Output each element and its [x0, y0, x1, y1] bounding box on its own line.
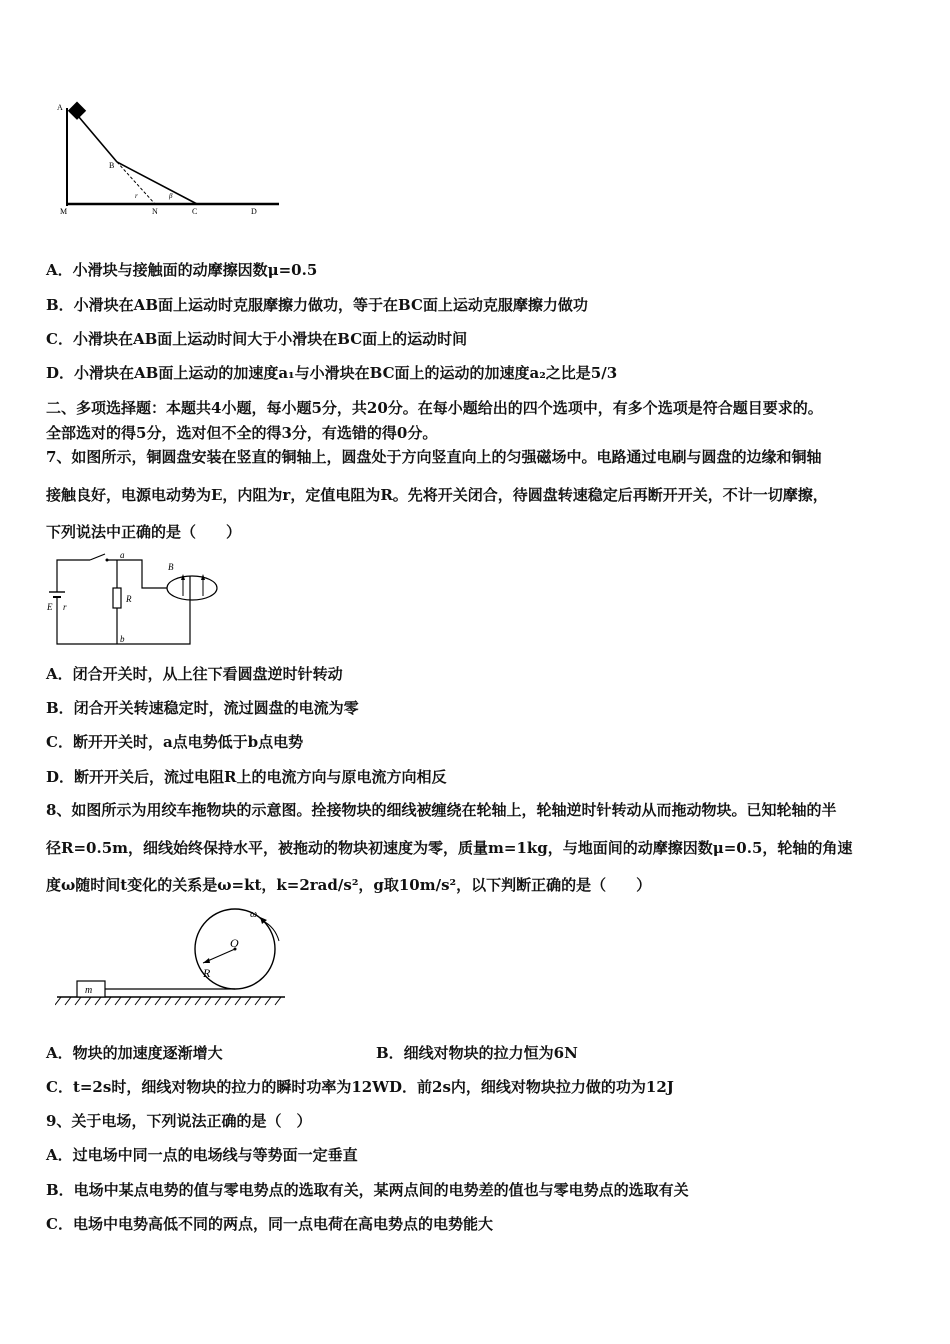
q6-option-b: B．小滑块在AB面上运动时克服摩擦力做功，等于在BC面上运动克服摩擦力做功	[46, 296, 588, 314]
circuit-diagram	[45, 550, 225, 650]
label-m: M	[60, 207, 68, 216]
slope-ab	[73, 110, 117, 162]
switch-lever	[90, 554, 105, 560]
label-b: B	[109, 161, 115, 170]
label-mass: m	[85, 985, 93, 996]
q8-option-cd: C．t=2s时，细线对物块的拉力的瞬时功率为12WD．前2s内，细线对物块拉力做的功为12J	[46, 1078, 674, 1096]
angle-beta-label: β	[169, 192, 173, 200]
q8-stem-line2: 径R=0.5m，细线始终保持水平，被拖动的物块初速度为零，质量m=1kg，与地面间的动摩擦因数μ=0.5，轮轴的角速	[46, 839, 853, 857]
label-b-point: b	[120, 634, 125, 644]
label-a: A	[57, 103, 63, 112]
section2-line1: 二、多项选择题：本题共4小题，每小题5分，共20分。在每小题给出的四个选项中，有多个选项是符合题目要求的。	[46, 399, 823, 417]
q6-option-a: A．小滑块与接触面的动摩擦因数μ=0.5	[46, 261, 318, 279]
radius-arrow-head	[203, 958, 210, 963]
q7-stem-line3: 下列说法中正确的是（ ）	[46, 523, 242, 541]
q7-option-a: A．闭合开关时，从上往下看圆盘逆时针转动	[46, 665, 343, 683]
angle-r-label: r	[135, 192, 138, 200]
label-d: D	[251, 207, 257, 216]
label-radius: R	[203, 966, 211, 980]
q8-option-b: B．细线对物块的拉力恒为6N	[376, 1044, 578, 1062]
q8-option-a: A．物块的加速度逐渐增大	[46, 1044, 223, 1062]
q7-option-c: C．断开开关时，a点电势低于b点电势	[46, 733, 304, 751]
incline-diagram	[55, 98, 285, 220]
q9-option-a: A．过电场中同一点的电场线与等势面一定垂直	[46, 1146, 358, 1164]
block-icon	[68, 102, 86, 120]
q7-option-d: D．断开开关后，流过电阻R上的电流方向与原电流方向相反	[46, 768, 447, 786]
q9-option-b: B．电场中某点电势的值与零电势点的选取有关，某两点间的电势差的值也与零电势点的选取有关	[46, 1181, 689, 1199]
label-resistor: R	[126, 594, 132, 604]
label-a-point: a	[120, 550, 125, 560]
q7-option-b: B．闭合开关转速稳定时，流过圆盘的电流为零	[46, 699, 359, 717]
label-field-b: B	[168, 562, 174, 572]
label-omega: ω	[250, 909, 258, 920]
q7-stem-line2: 接触良好，电源电动势为E，内阻为r，定值电阻为R。先将开关闭合，待圆盘转速稳定后再断开开关，不计一切摩擦，	[46, 486, 828, 504]
label-c: C	[192, 207, 198, 216]
q6-option-d: D．小滑块在AB面上运动的加速度a₁与小滑块在BC面上的运动的加速度a₂之比是5/3	[46, 364, 618, 382]
copper-disk	[167, 576, 217, 600]
label-center-o: O	[230, 936, 239, 950]
section2-line2: 全部选对的得5分，选对但不全的得3分，有选错的得0分。	[46, 424, 438, 442]
label-internal-r: r	[63, 602, 67, 612]
ground-hatch	[55, 997, 281, 1005]
winch-diagram	[55, 905, 295, 1017]
circuit-wire-right-top	[107, 560, 167, 588]
label-emf: E	[47, 602, 53, 612]
slope-bc	[117, 162, 197, 204]
q8-stem-line1: 8、如图所示为用绞车拖物块的示意图。拴接物块的细线被缠绕在轮轴上，轮轴逆时针转动从而拖动物块。已知轮轴的半	[46, 801, 837, 819]
q9-option-c: C．电场中电势高低不同的两点，同一点电荷在高电势点的电势能大	[46, 1215, 493, 1233]
label-n: N	[152, 207, 158, 216]
circuit-wire-top	[57, 560, 90, 565]
q8-stem-line3: 度ω随时间t变化的关系是ω=kt，k=2rad/s²，g取10m/s²，以下判断正确的是（ ）	[46, 876, 652, 894]
resistor-r	[113, 588, 121, 608]
q6-option-c: C．小滑块在AB面上运动时间大于小滑块在BC面上的运动时间	[46, 330, 468, 348]
q7-stem-line1: 7、如图所示，铜圆盘安装在竖直的铜轴上，圆盘处于方向竖直向上的匀强磁场中。电路通过电刷与圆盘的边缘和铜轴	[46, 448, 822, 466]
q9-stem: 9、关于电场，下列说法正确的是（ ）	[46, 1112, 312, 1130]
